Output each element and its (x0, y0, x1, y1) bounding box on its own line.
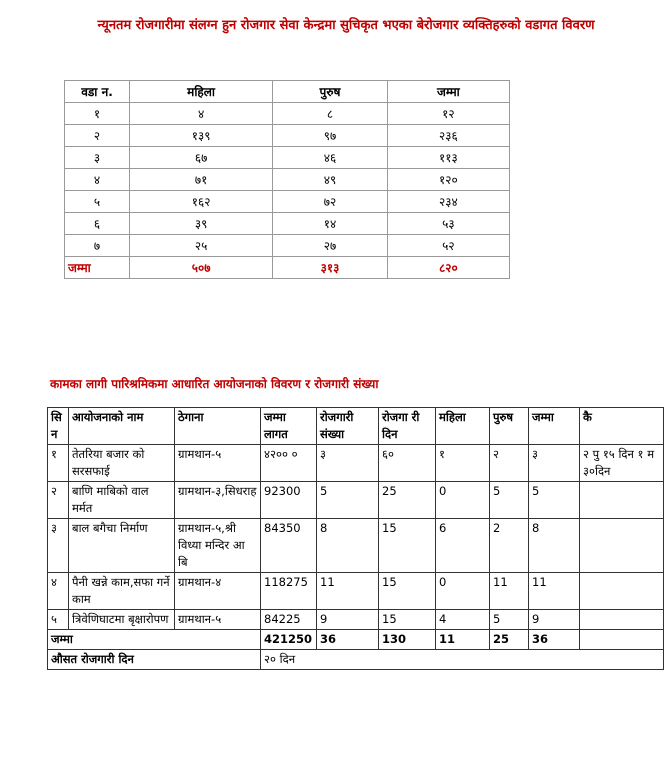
cell: 118275 (261, 573, 317, 610)
cell: ३ (65, 147, 130, 169)
cell: ५ (65, 191, 130, 213)
cell: ४ (65, 169, 130, 191)
cell: 5 (529, 482, 580, 519)
average-row (48, 650, 664, 670)
cell: 8 (529, 519, 580, 573)
cell: 15 (379, 573, 436, 610)
cell: ६० (379, 445, 436, 482)
cell: 15 (379, 610, 436, 630)
table-row (65, 147, 510, 169)
cell: ग्रामथान-५,श्री विध्या मन्दिर आ बि (175, 519, 261, 573)
cell: २ (48, 482, 69, 519)
cell: ३ (529, 445, 580, 482)
col-header-sn: सि न (48, 408, 69, 445)
cell: २ (65, 125, 130, 147)
total-all: 36 (529, 630, 580, 650)
col-header-total: जम्मा (387, 81, 509, 103)
cell: १६२ (130, 191, 273, 213)
cell: ७१ (130, 169, 273, 191)
cell: 9 (317, 610, 379, 630)
cell: त्रिवेणिघाटमा बृक्षारोपण (69, 610, 175, 630)
cell: 11 (529, 573, 580, 610)
cell: 8 (317, 519, 379, 573)
cell (580, 630, 664, 650)
title-projects: कामका लागी पारिश्रमिकमा आधारित आयोजनाको विवरण र रोजगारी संख्या (50, 377, 379, 391)
col-header-total: जम्मा (529, 408, 580, 445)
total-employment: 36 (317, 630, 379, 650)
table-row (65, 103, 510, 125)
cell: 15 (379, 519, 436, 573)
cell: १ (65, 103, 130, 125)
total-male: ३१३ (273, 257, 388, 279)
table-row (48, 482, 664, 519)
cell: 6 (436, 519, 490, 573)
cell: 0 (436, 482, 490, 519)
title-ward-wise: न्यूनतम रोजगारीमा संलग्न हुन रोजगार सेवा केन्द्रमा सुचिकृत भएका बेरोजगार व्यक्तिहरुको वडागत विवरण (97, 18, 595, 33)
cell: ग्रामथान-५ (175, 445, 261, 482)
cell: ४ (130, 103, 273, 125)
cell: ३ (317, 445, 379, 482)
cell: २५ (130, 235, 273, 257)
cell: २३४ (387, 191, 509, 213)
cell: 84225 (261, 610, 317, 630)
col-header-cost: जम्मा लागत (261, 408, 317, 445)
col-header-female: महिला (130, 81, 273, 103)
total-row (65, 257, 510, 279)
cell: 84350 (261, 519, 317, 573)
total-row (48, 630, 664, 650)
col-header-days: रोजगा री दिन (379, 408, 436, 445)
table-header-row (48, 408, 664, 445)
col-header-employment: रोजगारी संख्या (317, 408, 379, 445)
cell: ग्रामथान-३,सिधराह (175, 482, 261, 519)
cell (580, 519, 664, 573)
cell: ४६ (273, 147, 388, 169)
cell: ८ (273, 103, 388, 125)
cell: ६७ (130, 147, 273, 169)
cell: 0 (436, 573, 490, 610)
table-row (48, 519, 664, 573)
table-row (65, 235, 510, 257)
cell: ४९ (273, 169, 388, 191)
cell: ६ (65, 213, 130, 235)
cell: 11 (490, 573, 529, 610)
ward-table (64, 80, 510, 279)
total-cost: 421250 (261, 630, 317, 650)
cell: १३९ (130, 125, 273, 147)
cell: १ (48, 445, 69, 482)
cell: 92300 (261, 482, 317, 519)
col-header-remarks: कै (580, 408, 664, 445)
cell: १ (436, 445, 490, 482)
cell: ५२ (387, 235, 509, 257)
cell: 5 (490, 482, 529, 519)
table-row (48, 445, 664, 482)
total-all: ८२० (387, 257, 509, 279)
average-label: औसत रोजगारी दिन (48, 650, 261, 670)
total-days: 130 (379, 630, 436, 650)
cell (580, 573, 664, 610)
cell: ७२ (273, 191, 388, 213)
cell: २३६ (387, 125, 509, 147)
cell: ४२०० ० (261, 445, 317, 482)
col-header-ward: वडा न. (65, 81, 130, 103)
cell: बाल बगैचा निर्माण (69, 519, 175, 573)
cell: बाणि माबिको वाल मर्मत (69, 482, 175, 519)
col-header-address: ठेगाना (175, 408, 261, 445)
cell: 9 (529, 610, 580, 630)
col-header-male: पुरुष (273, 81, 388, 103)
cell: 5 (317, 482, 379, 519)
average-value: २० दिन (261, 650, 664, 670)
cell: १२ (387, 103, 509, 125)
cell: 11 (317, 573, 379, 610)
cell: 5 (490, 610, 529, 630)
cell: २७ (273, 235, 388, 257)
total-male: 25 (490, 630, 529, 650)
total-female: ५०७ (130, 257, 273, 279)
cell: ३९ (130, 213, 273, 235)
cell: २ (490, 445, 529, 482)
cell: ७ (65, 235, 130, 257)
cell: ११३ (387, 147, 509, 169)
cell (580, 610, 664, 630)
total-female: 11 (436, 630, 490, 650)
table-row (65, 191, 510, 213)
projects-table (47, 407, 664, 670)
cell: ५३ (387, 213, 509, 235)
cell: 25 (379, 482, 436, 519)
total-label: जम्मा (65, 257, 130, 279)
cell: 4 (436, 610, 490, 630)
cell: २ पु १५ दिन १ म ३०दिन (580, 445, 664, 482)
col-header-male: पुरुष (490, 408, 529, 445)
cell (580, 482, 664, 519)
cell: ५ (48, 610, 69, 630)
cell: १२० (387, 169, 509, 191)
table-header-row (65, 81, 510, 103)
table-row (65, 213, 510, 235)
col-header-female: महिला (436, 408, 490, 445)
cell: ३ (48, 519, 69, 573)
table-row (65, 169, 510, 191)
total-label: जम्मा (48, 630, 261, 650)
cell: ग्रामथान-५ (175, 610, 261, 630)
cell: ४ (48, 573, 69, 610)
cell: १४ (273, 213, 388, 235)
cell: पैनी खन्ने काम,सफा गर्ने काम (69, 573, 175, 610)
table-row (48, 573, 664, 610)
col-header-project: आयोजनाको नाम (69, 408, 175, 445)
cell: 2 (490, 519, 529, 573)
cell: ग्रामथान-४ (175, 573, 261, 610)
cell: तेतरिया बजार को सरसफाई (69, 445, 175, 482)
cell: ९७ (273, 125, 388, 147)
table-row (48, 610, 664, 630)
table-row (65, 125, 510, 147)
